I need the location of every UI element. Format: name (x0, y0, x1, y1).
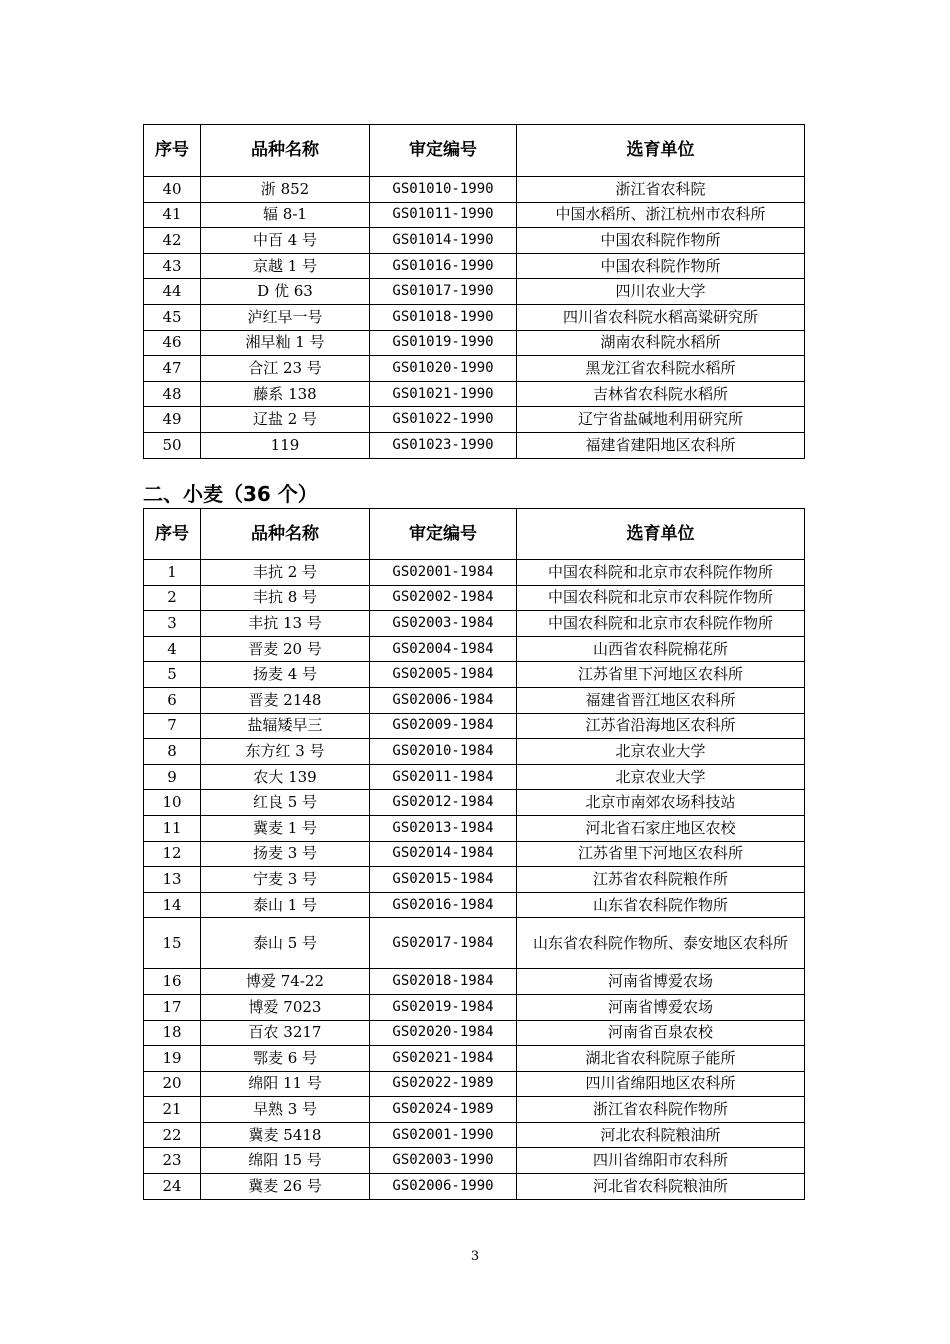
cell-no: 13 (144, 867, 201, 893)
table-row (144, 841, 805, 867)
cell-variety: 宁麦 3 号 (201, 867, 370, 893)
table-row (144, 1097, 805, 1123)
table-row (144, 636, 805, 662)
cell-variety: 博爱 74-22 (201, 969, 370, 995)
cell-variety: 冀麦 1 号 (201, 815, 370, 841)
cell-variety: 晋麦 20 号 (201, 636, 370, 662)
cell-unit: 辽宁省盐碱地利用研究所 (517, 407, 805, 433)
table-row (144, 611, 805, 637)
cell-variety: 合江 23 号 (201, 356, 370, 382)
rice-variety-table (143, 124, 805, 459)
cell-no: 7 (144, 713, 201, 739)
table-row (144, 1148, 805, 1174)
cell-unit: 湖北省农科院原子能所 (517, 1046, 805, 1072)
cell-variety: 丰抗 8 号 (201, 585, 370, 611)
cell-variety: 冀麦 5418 (201, 1122, 370, 1148)
cell-unit: 中国农科院和北京市农科院作物所 (517, 585, 805, 611)
cell-no: 6 (144, 687, 201, 713)
cell-no: 5 (144, 662, 201, 688)
cell-no: 50 (144, 432, 201, 458)
table-row (144, 407, 805, 433)
wheat-variety-table (143, 508, 805, 1200)
table-row (144, 1122, 805, 1148)
table-row (144, 381, 805, 407)
cell-unit: 江苏省里下河地区农科所 (517, 662, 805, 688)
cell-unit: 中国水稻所、浙江杭州市农科所 (517, 202, 805, 228)
cell-no: 11 (144, 815, 201, 841)
cell-no: 1 (144, 560, 201, 586)
cell-variety: 红良 5 号 (201, 790, 370, 816)
cell-no: 3 (144, 611, 201, 637)
table-row (144, 918, 805, 969)
cell-no: 18 (144, 1020, 201, 1046)
cell-variety: 京越 1 号 (201, 253, 370, 279)
table-row (144, 279, 805, 305)
table-header-row (144, 125, 805, 177)
cell-code: GS02020-1984 (370, 1020, 517, 1046)
header-code: 审定编号 (370, 125, 517, 177)
cell-unit: 山西省农科院棉花所 (517, 636, 805, 662)
cell-no: 47 (144, 356, 201, 382)
cell-unit: 四川农业大学 (517, 279, 805, 305)
cell-unit: 北京市南郊农场科技站 (517, 790, 805, 816)
cell-code: GS01018-1990 (370, 304, 517, 330)
header-code: 审定编号 (370, 509, 517, 560)
cell-code: GS02004-1984 (370, 636, 517, 662)
cell-code: GS02003-1990 (370, 1148, 517, 1174)
cell-unit: 浙江省农科院 (517, 177, 805, 203)
table-row (144, 432, 805, 458)
table-row (144, 1020, 805, 1046)
cell-code: GS02001-1984 (370, 560, 517, 586)
cell-variety: 盐辐矮早三 (201, 713, 370, 739)
cell-code: GS02009-1984 (370, 713, 517, 739)
header-variety: 品种名称 (201, 509, 370, 560)
cell-no: 48 (144, 381, 201, 407)
table-row (144, 253, 805, 279)
section-title-wheat: 二、小麦（36 个） (143, 482, 318, 506)
table-header-row (144, 509, 805, 560)
table-row (144, 1071, 805, 1097)
cell-no: 41 (144, 202, 201, 228)
cell-code: GS01017-1990 (370, 279, 517, 305)
cell-code: GS02013-1984 (370, 815, 517, 841)
cell-unit: 四川省绵阳市农科所 (517, 1148, 805, 1174)
cell-code: GS01020-1990 (370, 356, 517, 382)
cell-code: GS02011-1984 (370, 764, 517, 790)
cell-unit: 北京农业大学 (517, 739, 805, 765)
cell-variety: 中百 4 号 (201, 228, 370, 254)
cell-code: GS02001-1990 (370, 1122, 517, 1148)
cell-code: GS01014-1990 (370, 228, 517, 254)
cell-code: GS02003-1984 (370, 611, 517, 637)
cell-unit: 中国农科院和北京市农科院作物所 (517, 611, 805, 637)
cell-code: GS01010-1990 (370, 177, 517, 203)
cell-code: GS02006-1984 (370, 687, 517, 713)
cell-unit: 福建省晋江地区农科所 (517, 687, 805, 713)
cell-code: GS02005-1984 (370, 662, 517, 688)
table-row (144, 994, 805, 1020)
cell-variety: 泸红早一号 (201, 304, 370, 330)
table-row (144, 560, 805, 586)
cell-unit: 黑龙江省农科院水稻所 (517, 356, 805, 382)
table-row (144, 867, 805, 893)
cell-unit: 河北农科院粮油所 (517, 1122, 805, 1148)
cell-variety: 博爱 7023 (201, 994, 370, 1020)
cell-no: 10 (144, 790, 201, 816)
cell-no: 21 (144, 1097, 201, 1123)
cell-unit: 中国农科院和北京市农科院作物所 (517, 560, 805, 586)
cell-variety: 鄂麦 6 号 (201, 1046, 370, 1072)
cell-code: GS02015-1984 (370, 867, 517, 893)
table-row (144, 764, 805, 790)
header-no: 序号 (144, 125, 201, 177)
cell-no: 2 (144, 585, 201, 611)
cell-variety: D 优 63 (201, 279, 370, 305)
cell-unit: 北京农业大学 (517, 764, 805, 790)
cell-unit: 四川省绵阳地区农科所 (517, 1071, 805, 1097)
table-row (144, 713, 805, 739)
cell-code: GS02010-1984 (370, 739, 517, 765)
table-row (144, 177, 805, 203)
table-row (144, 892, 805, 918)
cell-no: 44 (144, 279, 201, 305)
cell-code: GS02002-1984 (370, 585, 517, 611)
cell-no: 49 (144, 407, 201, 433)
cell-no: 43 (144, 253, 201, 279)
cell-variety: 绵阳 15 号 (201, 1148, 370, 1174)
cell-code: GS01022-1990 (370, 407, 517, 433)
cell-unit: 四川省农科院水稻高粱研究所 (517, 304, 805, 330)
cell-variety: 辽盐 2 号 (201, 407, 370, 433)
cell-code: GS02022-1989 (370, 1071, 517, 1097)
cell-variety: 丰抗 13 号 (201, 611, 370, 637)
table-row (144, 969, 805, 995)
cell-unit: 河南省博爱农场 (517, 994, 805, 1020)
cell-code: GS02014-1984 (370, 841, 517, 867)
cell-no: 16 (144, 969, 201, 995)
cell-unit: 山东省农科院作物所、泰安地区农科所 (517, 918, 805, 969)
table-row (144, 1174, 805, 1200)
cell-variety: 119 (201, 432, 370, 458)
cell-code: GS02021-1984 (370, 1046, 517, 1072)
cell-variety: 冀麦 26 号 (201, 1174, 370, 1200)
cell-no: 22 (144, 1122, 201, 1148)
table-row (144, 815, 805, 841)
cell-unit: 江苏省里下河地区农科所 (517, 841, 805, 867)
cell-unit: 山东省农科院作物所 (517, 892, 805, 918)
page-number: 3 (470, 1249, 480, 1264)
cell-variety: 浙 852 (201, 177, 370, 203)
cell-unit: 河南省百泉农校 (517, 1020, 805, 1046)
cell-unit: 江苏省农科院粮作所 (517, 867, 805, 893)
cell-unit: 吉林省农科院水稻所 (517, 381, 805, 407)
cell-no: 17 (144, 994, 201, 1020)
table-row (144, 202, 805, 228)
cell-unit: 河北省石家庄地区农校 (517, 815, 805, 841)
cell-variety: 早熟 3 号 (201, 1097, 370, 1123)
cell-no: 4 (144, 636, 201, 662)
header-no: 序号 (144, 509, 201, 560)
cell-variety: 扬麦 4 号 (201, 662, 370, 688)
cell-code: GS02017-1984 (370, 918, 517, 969)
table-row (144, 304, 805, 330)
cell-code: GS01019-1990 (370, 330, 517, 356)
cell-no: 15 (144, 918, 201, 969)
cell-code: GS01023-1990 (370, 432, 517, 458)
cell-variety: 丰抗 2 号 (201, 560, 370, 586)
table-row (144, 330, 805, 356)
cell-no: 23 (144, 1148, 201, 1174)
cell-variety: 辐 8-1 (201, 202, 370, 228)
cell-no: 45 (144, 304, 201, 330)
cell-no: 46 (144, 330, 201, 356)
table-row (144, 790, 805, 816)
cell-no: 24 (144, 1174, 201, 1200)
header-unit: 选育单位 (517, 509, 805, 560)
cell-no: 20 (144, 1071, 201, 1097)
cell-code: GS02016-1984 (370, 892, 517, 918)
table-row (144, 662, 805, 688)
cell-variety: 泰山 1 号 (201, 892, 370, 918)
cell-code: GS02019-1984 (370, 994, 517, 1020)
cell-unit: 河北省农科院粮油所 (517, 1174, 805, 1200)
cell-code: GS02018-1984 (370, 969, 517, 995)
cell-unit: 中国农科院作物所 (517, 228, 805, 254)
cell-unit: 福建省建阳地区农科所 (517, 432, 805, 458)
cell-code: GS02024-1989 (370, 1097, 517, 1123)
table-row (144, 228, 805, 254)
cell-code: GS02006-1990 (370, 1174, 517, 1200)
cell-unit: 浙江省农科院作物所 (517, 1097, 805, 1123)
cell-code: GS01011-1990 (370, 202, 517, 228)
cell-code: GS01021-1990 (370, 381, 517, 407)
cell-no: 14 (144, 892, 201, 918)
cell-code: GS02012-1984 (370, 790, 517, 816)
table-row (144, 739, 805, 765)
cell-no: 19 (144, 1046, 201, 1072)
cell-variety: 扬麦 3 号 (201, 841, 370, 867)
cell-unit: 湖南农科院水稻所 (517, 330, 805, 356)
cell-no: 42 (144, 228, 201, 254)
table-row (144, 1046, 805, 1072)
cell-variety: 农大 139 (201, 764, 370, 790)
cell-unit: 中国农科院作物所 (517, 253, 805, 279)
cell-code: GS01016-1990 (370, 253, 517, 279)
table-row (144, 585, 805, 611)
cell-unit: 河南省博爱农场 (517, 969, 805, 995)
cell-variety: 藤系 138 (201, 381, 370, 407)
cell-variety: 东方红 3 号 (201, 739, 370, 765)
cell-no: 8 (144, 739, 201, 765)
cell-no: 40 (144, 177, 201, 203)
header-unit: 选育单位 (517, 125, 805, 177)
cell-variety: 泰山 5 号 (201, 918, 370, 969)
table-row (144, 687, 805, 713)
cell-variety: 晋麦 2148 (201, 687, 370, 713)
cell-variety: 百农 3217 (201, 1020, 370, 1046)
cell-no: 9 (144, 764, 201, 790)
cell-no: 12 (144, 841, 201, 867)
cell-variety: 湘早籼 1 号 (201, 330, 370, 356)
table-row (144, 356, 805, 382)
cell-unit: 江苏省沿海地区农科所 (517, 713, 805, 739)
header-variety: 品种名称 (201, 125, 370, 177)
cell-variety: 绵阳 11 号 (201, 1071, 370, 1097)
